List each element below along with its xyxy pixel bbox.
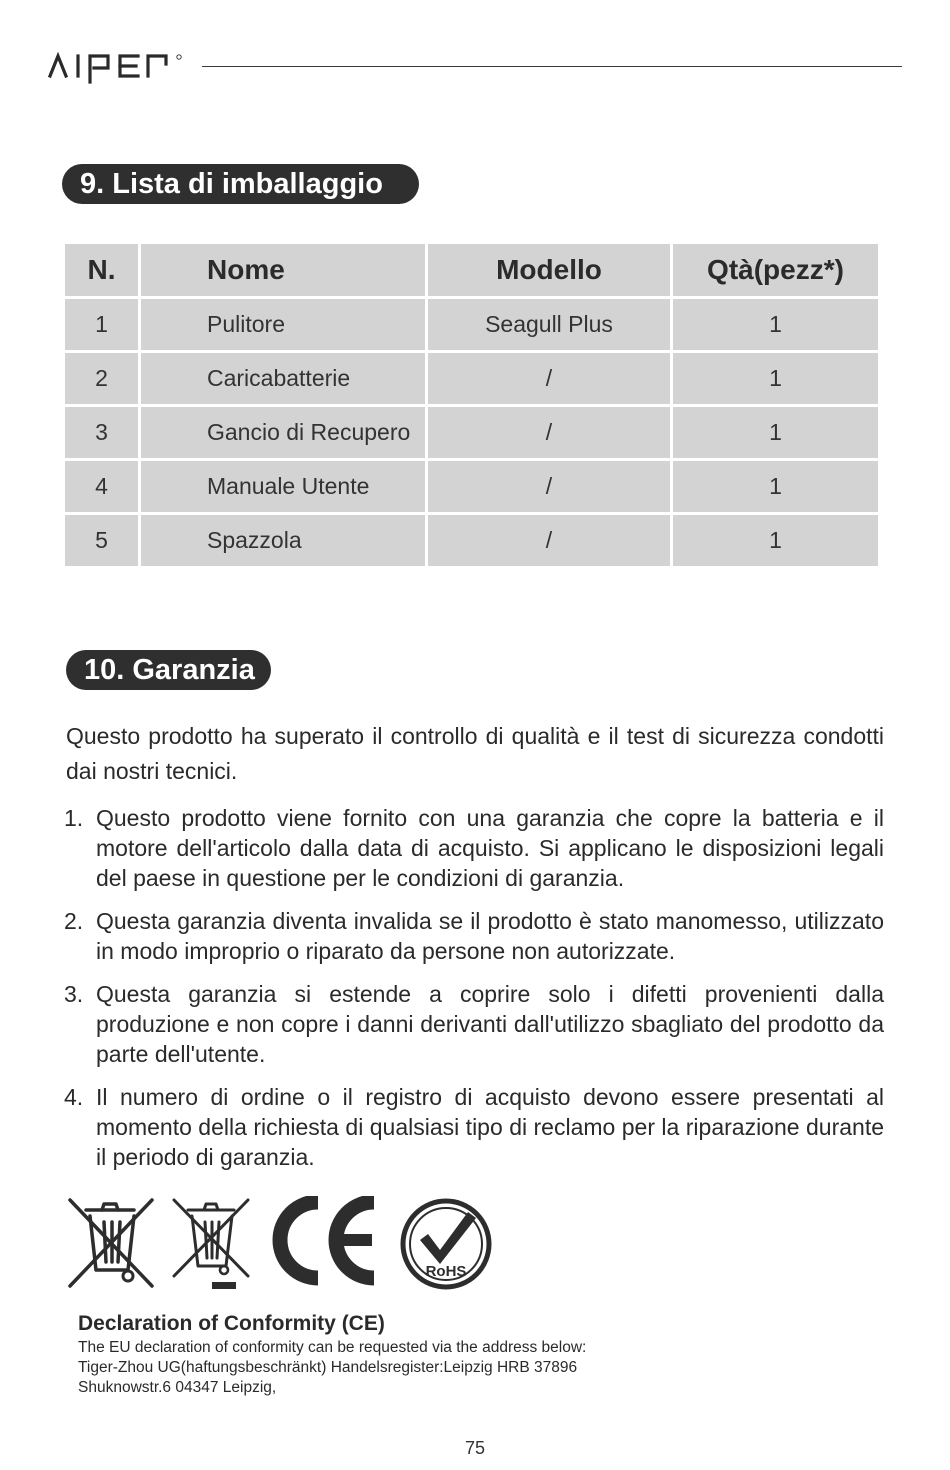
packing-list-title: 9. Lista di imballaggio [62,164,419,204]
header-rule [202,66,902,67]
list-item [66,1082,884,1172]
certification-logos [66,1196,496,1296]
row-number: 5 [64,514,140,568]
conformity-line: Tiger-Zhou UG(haftungsbeschränkt) Handelsregister:Leipzig HRB 37896 [78,1359,578,1376]
list-item [66,906,884,966]
column-header-model: Modello [427,243,672,298]
column-header-number: N. [64,243,140,298]
item-name: Manuale Utente [140,460,427,514]
list-item-text: Il numero di ordine o il registro di acquisto devono essere presentati al momento della richiesta di qualsiasi tipo di reclamo per la riparazione durante il periodo di garanzia. [96,1084,884,1170]
list-item-text: Questo prodotto viene fornito con una garanzia che copre la batteria e il motore dell'articolo dalla data di acquisto. Si applicano le disposizioni legali del paese in questione per le condizioni di garanzia. [96,805,884,891]
page-number: 75 [464,1438,486,1458]
item-model: / [427,406,672,460]
packing-header-row [64,243,880,298]
weee-crossed-bin-bar-icon [170,1196,254,1292]
column-header-quantity: Qtà(pezz*) [672,243,880,298]
ce-mark-icon [272,1196,380,1286]
packing-table [62,241,881,569]
warranty-title: 10. Garanzia [66,650,271,690]
item-quantity: 1 [672,352,880,406]
item-model: Seagull Plus [427,298,672,352]
rohs-icon [398,1196,494,1292]
conformity-line: The EU declaration of conformity can be requested via the address below: [78,1339,587,1356]
row-number: 4 [64,460,140,514]
warranty-conditions-list [66,803,884,1185]
item-model: / [427,460,672,514]
list-item-number: 2. [64,908,84,934]
item-model: / [427,352,672,406]
table-row [64,460,880,514]
conformity-line: Shuknowstr.6 04347 Leipzig, [78,1379,277,1396]
item-model: / [427,514,672,568]
list-item [66,979,884,1069]
table-row [64,298,880,352]
column-header-name: Nome [140,243,427,298]
row-number: 1 [64,298,140,352]
item-name: Gancio di Recupero [140,406,427,460]
row-number: 3 [64,406,140,460]
conformity-title: Declaration of Conformity (CE) [78,1312,385,1335]
list-item-number: 4. [64,1084,84,1110]
row-number: 2 [64,352,140,406]
table-row [64,514,880,568]
item-name: Spazzola [140,514,427,568]
list-item [66,803,884,893]
list-item-text: Questa garanzia si estende a coprire solo i difetti provenienti dalla produzione e non copre i danni derivanti dall'utilizzo sbagliato del prodotto da parte dell'utente. [96,981,884,1067]
table-row [64,406,880,460]
warranty-intro: Questo prodotto ha superato il controllo di qualità e il test di sicurezza condotti dai nostri tecnici. [66,723,884,784]
weee-crossed-bin-icon [66,1196,158,1292]
item-quantity: 1 [672,514,880,568]
rohs-label: RoHS [425,1263,467,1280]
list-item-number: 3. [64,981,84,1007]
aiper-logo [48,46,188,86]
item-quantity: 1 [672,298,880,352]
list-item-number: 1. [64,805,84,831]
conformity-text [78,1338,586,1398]
item-quantity: 1 [672,460,880,514]
item-quantity: 1 [672,406,880,460]
table-row [64,352,880,406]
item-name: Pulitore [140,298,427,352]
list-item-text: Questa garanzia diventa invalida se il prodotto è stato manomesso, utilizzato in modo improprio o riparato da persone non autorizzate. [96,908,884,964]
item-name: Caricabatterie [140,352,427,406]
